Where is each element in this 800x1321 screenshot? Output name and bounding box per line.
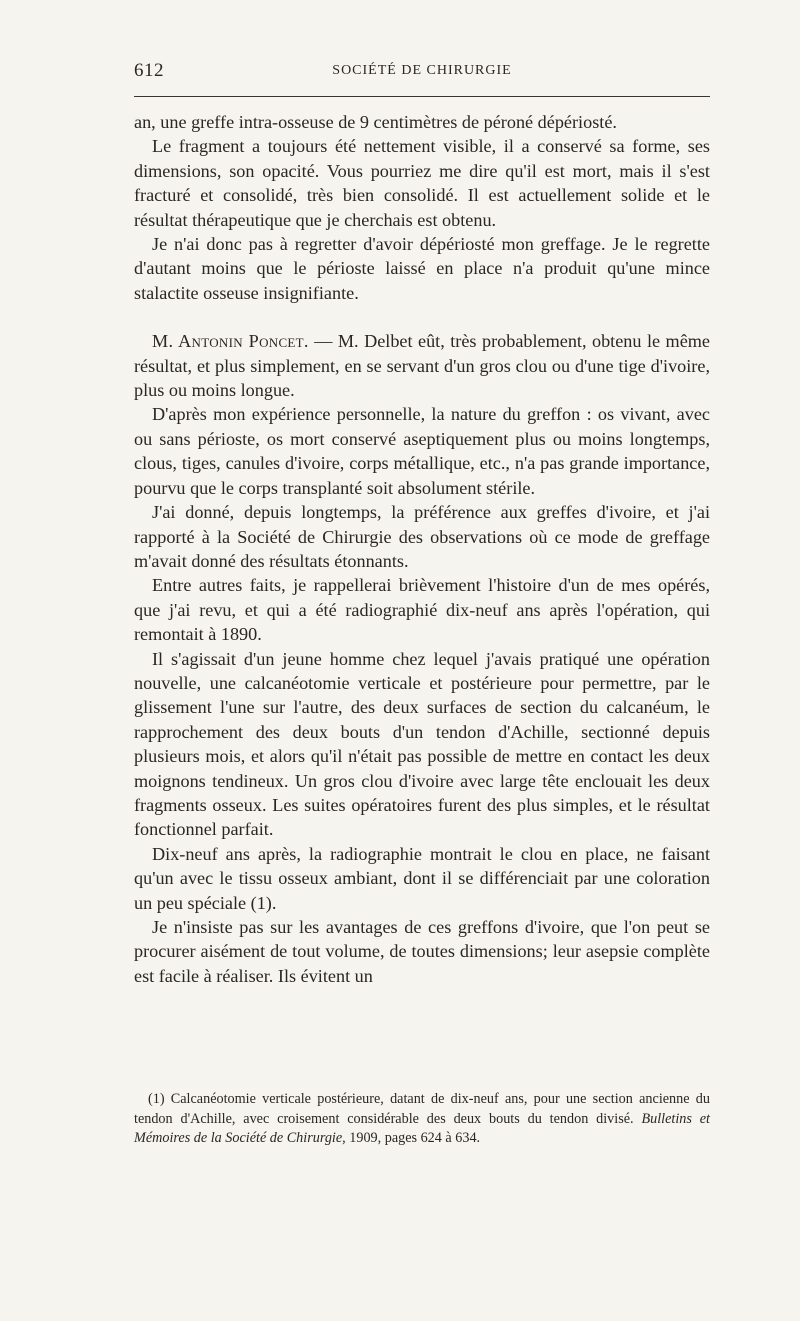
paragraph: Le fragment a toujours été nettement visible, il a conservé sa forme, ses dimensions, son opacité. Vous pourriez me dire qu'il est mort, mais il s'est fracturé et consolidé, très bien consolidé. Il est actuellement solide et le résultat thérapeutique que je cherchais est obtenu. [134,136,710,230]
footnote [134,1090,710,1149]
footnote-citation-italic: Bulletins et Mémoires de la Société de Chirurgie, [134,1110,710,1146]
header-rule [134,96,710,97]
paragraph-speaker [134,329,710,402]
page-header [134,58,710,88]
paragraph: J'ai donné, depuis longtemps, la préférence aux greffes d'ivoire, et j'ai rapporté à la Société de Chirurgie des observations où ce mode de greffage m'avait donné des résultats étonnants. [134,502,710,571]
paragraph: Dix-neuf ans après, la radiographie montrait le clou en place, ne faisant qu'un avec le tissu osseux ambiant, dont il se différenciait par une coloration un peu spéciale (1). [134,843,710,913]
footnote-text-after: 1909, pages 624 à 634. [345,1130,481,1146]
paragraph: an, une greffe intra-osseuse de 9 centimètres de péroné dépériosté. [134,112,617,132]
body-text [134,110,710,988]
speaker-name: M. Antonin Poncet. [152,331,309,352]
running-head: SOCIÉTÉ DE CHIRURGIE [332,63,512,78]
speaker-text: — M. Delbet eût, très probablement, obtenu le même résultat, et plus simplement, en se servant d'un gros clou ou d'une tige d'ivoire, plus ou moins longue. [134,331,710,401]
paragraph: Entre autres faits, je rappellerai brièvement l'histoire d'un de mes opérés, que j'ai revu, et qui a été radiographié dix-neuf ans après l'opération, qui remontait à 1890. [134,575,710,645]
page-number: 612 [134,60,164,81]
paragraph: Je n'ai donc pas à regretter d'avoir dépériosté mon greffage. Je le regrette d'autant moins que le périoste laissé en place n'a produit qu'une mince stalactite osseuse insignifiante. [134,234,710,303]
paragraph: Je n'insiste pas sur les avantages de ces greffons d'ivoire, que l'on peut se procurer aisément de tout volume, de toutes dimensions; leur asepsie complète est facile à réaliser. Ils évitent un [134,917,710,986]
paragraph: Il s'agissait d'un jeune homme chez lequel j'avais pratiqué une opération nouvelle, une calcanéotomie verticale et postérieure pour permettre, par le glissement l'une sur l'autre, des deux surfaces de section du calcanéum, le rapprochement des deux bouts d'un tendon d'Achille, sectionné depuis plusieurs mois, et alors qu'il n'était pas possible de mettre en contact les deux moignons tendineux. Un gros clou d'ivoire avec large tête enclouait les deux fragments osseux. Les suites opératoires furent des plus simples, et le résultat fonctionnel parfait. [134,648,710,840]
paragraph: D'après mon expérience personnelle, la nature du greffon : os vivant, avec ou sans périoste, os mort conservé aseptiquement plus ou moins longtemps, clous, tiges, canules d'ivoire, corps métallique, etc., n'a pas grande importance, pourvu que le corps transplanté soit absolument stérile. [134,404,710,498]
footnote-text-before: (1) Calcanéotomie verticale postérieure, datant de dix-neuf ans, pour une section ancienne du tendon d'Achille, avec croisement considérable des deux bouts du tendon divisé. [134,1091,710,1127]
footnote-text [134,1090,710,1149]
